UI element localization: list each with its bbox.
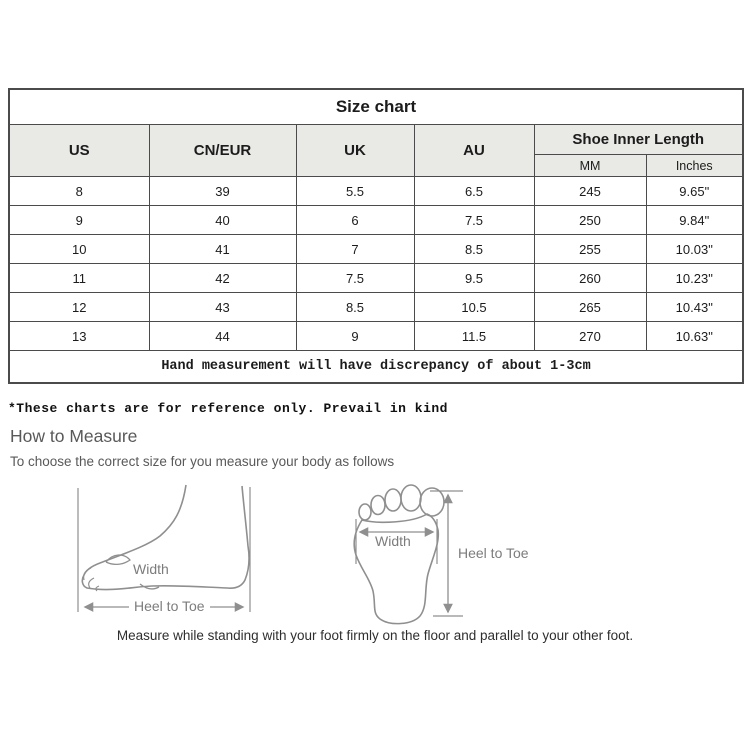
table-row <box>9 264 743 293</box>
cell-inches: 10.03" <box>646 235 743 264</box>
table-row <box>9 177 743 206</box>
cell-inches: 10.23" <box>646 264 743 293</box>
cell-au: 6.5 <box>414 177 534 206</box>
cell-uk: 7 <box>296 235 414 264</box>
cell-us: 9 <box>9 206 149 235</box>
side-foot-width-label: Width <box>133 561 169 577</box>
cell-mm: 270 <box>534 322 646 351</box>
column-header-mm: MM <box>534 155 646 177</box>
size-chart-title: Size chart <box>9 89 743 125</box>
cell-inches: 9.65" <box>646 177 743 206</box>
cell-cneur: 42 <box>149 264 296 293</box>
cell-us: 10 <box>9 235 149 264</box>
cell-inches: 10.63" <box>646 322 743 351</box>
cell-uk: 6 <box>296 206 414 235</box>
size-chart-table <box>8 88 744 384</box>
cell-uk: 9 <box>296 322 414 351</box>
reference-disclaimer: *These charts are for reference only. Prevail in kind <box>8 401 448 416</box>
cell-uk: 8.5 <box>296 293 414 322</box>
size-chart-title-row <box>9 89 743 125</box>
table-row <box>9 322 743 351</box>
cell-mm: 255 <box>534 235 646 264</box>
size-chart-footnote-row <box>9 351 743 384</box>
top-foot-width-label: Width <box>375 533 411 549</box>
top-view-foot-diagram <box>354 485 463 624</box>
cell-au: 10.5 <box>414 293 534 322</box>
column-header-inner-length: Shoe Inner Length <box>534 125 743 155</box>
cell-inches: 10.43" <box>646 293 743 322</box>
cell-mm: 245 <box>534 177 646 206</box>
column-header-uk: UK <box>296 125 414 177</box>
table-row <box>9 293 743 322</box>
side-foot-heel-to-toe-label: Heel to Toe <box>129 599 210 614</box>
cell-cneur: 43 <box>149 293 296 322</box>
column-header-au: AU <box>414 125 534 177</box>
cell-cneur: 44 <box>149 322 296 351</box>
cell-cneur: 40 <box>149 206 296 235</box>
side-view-foot-diagram <box>78 485 250 612</box>
column-header-cneur: CN/EUR <box>149 125 296 177</box>
cell-us: 8 <box>9 177 149 206</box>
how-to-measure-heading: How to Measure <box>10 426 138 446</box>
measure-instruction-caption: Measure while standing with your foot firmly on the floor and parallel to your other foot. <box>116 628 634 643</box>
cell-au: 7.5 <box>414 206 534 235</box>
top-foot-heel-to-toe-label: Heel to Toe <box>458 545 529 561</box>
cell-us: 11 <box>9 264 149 293</box>
how-to-measure-subtitle: To choose the correct size for you measure your body as follows <box>10 454 395 469</box>
size-chart-header-row <box>9 125 743 155</box>
cell-uk: 7.5 <box>296 264 414 293</box>
size-chart-footnote: Hand measurement will have discrepancy of about 1-3cm <box>9 351 743 384</box>
cell-mm: 260 <box>534 264 646 293</box>
cell-cneur: 39 <box>149 177 296 206</box>
cell-au: 9.5 <box>414 264 534 293</box>
column-header-us: US <box>9 125 149 177</box>
table-row <box>9 206 743 235</box>
cell-uk: 5.5 <box>296 177 414 206</box>
table-row <box>9 235 743 264</box>
cell-au: 8.5 <box>414 235 534 264</box>
cell-au: 11.5 <box>414 322 534 351</box>
cell-cneur: 41 <box>149 235 296 264</box>
column-header-inches: Inches <box>646 155 743 177</box>
cell-us: 12 <box>9 293 149 322</box>
measurement-diagram <box>0 475 750 630</box>
cell-us: 13 <box>9 322 149 351</box>
cell-mm: 250 <box>534 206 646 235</box>
cell-inches: 9.84" <box>646 206 743 235</box>
cell-mm: 265 <box>534 293 646 322</box>
